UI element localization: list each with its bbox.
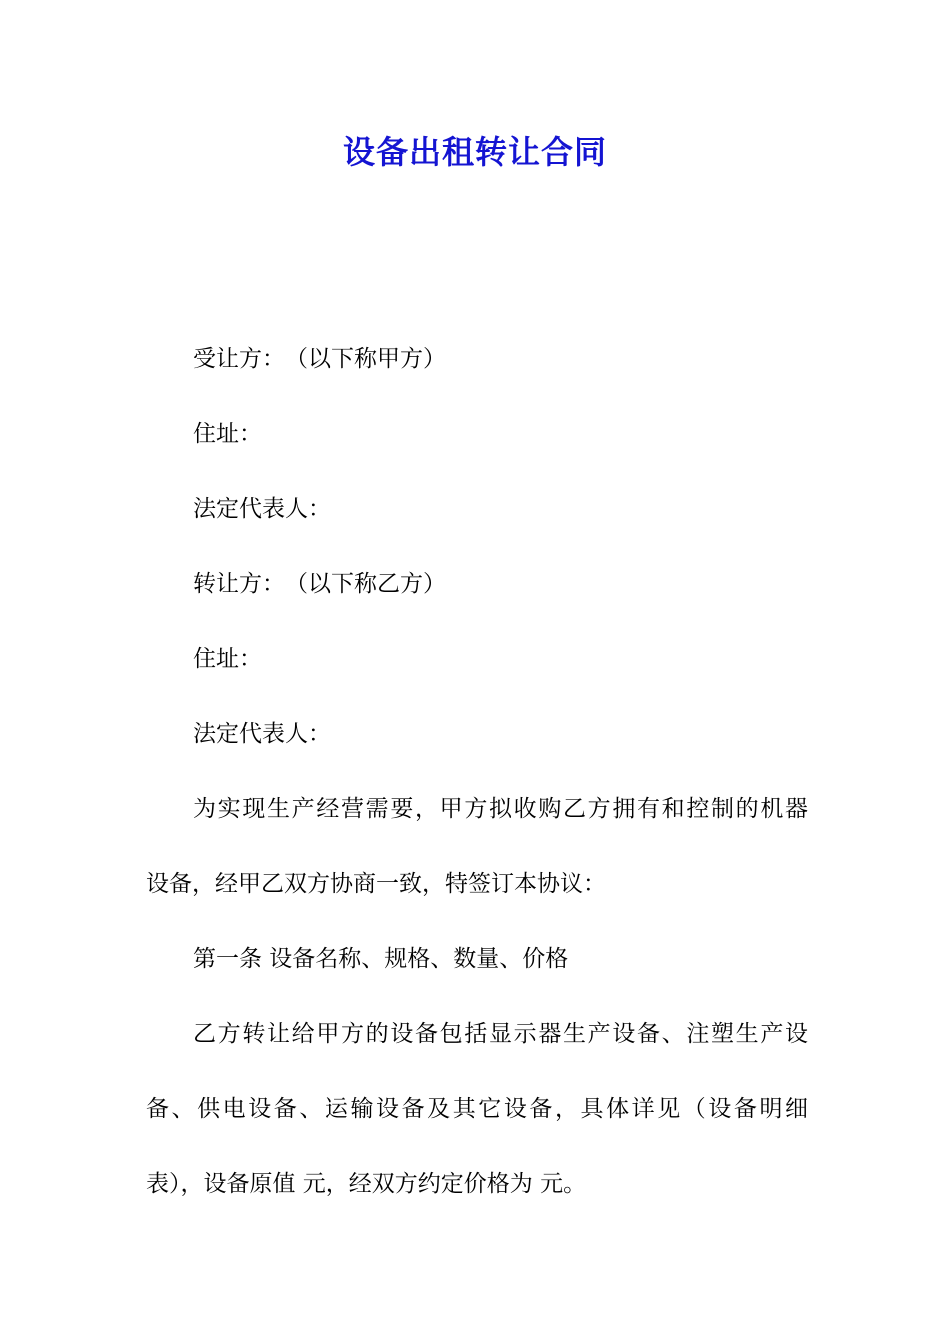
preamble-line-2: 设备，经甲乙双方协商一致，特签订本协议： xyxy=(146,871,606,897)
article-one-line-2: 备、供电设备、运输设备及其它设备，具体详见（设备明细 xyxy=(146,1096,808,1122)
article-one-heading: 第一条 设备名称、规格、数量、价格 xyxy=(193,946,569,972)
article-one-line-3: 表），设备原值 元，经双方约定价格为 元。 xyxy=(146,1171,587,1197)
transferee-representative-line: 法定代表人： xyxy=(193,496,331,522)
transferor-representative-line: 法定代表人： xyxy=(193,721,331,747)
preamble-line-1: 为实现生产经营需要，甲方拟收购乙方拥有和控制的机器 xyxy=(193,796,808,822)
document-body xyxy=(146,322,808,1222)
article-one-line-1: 乙方转让给甲方的设备包括显示器生产设备、注塑生产设 xyxy=(193,1021,808,1047)
transferee-line: 受让方： （以下称甲方） xyxy=(193,346,446,372)
transferor-address-line: 住址： xyxy=(193,646,262,672)
transferee-address-line: 住址： xyxy=(193,421,262,447)
document-title: 设备出租转让合同 xyxy=(342,133,607,171)
transferor-line: 转让方： （以下称乙方） xyxy=(193,571,446,597)
